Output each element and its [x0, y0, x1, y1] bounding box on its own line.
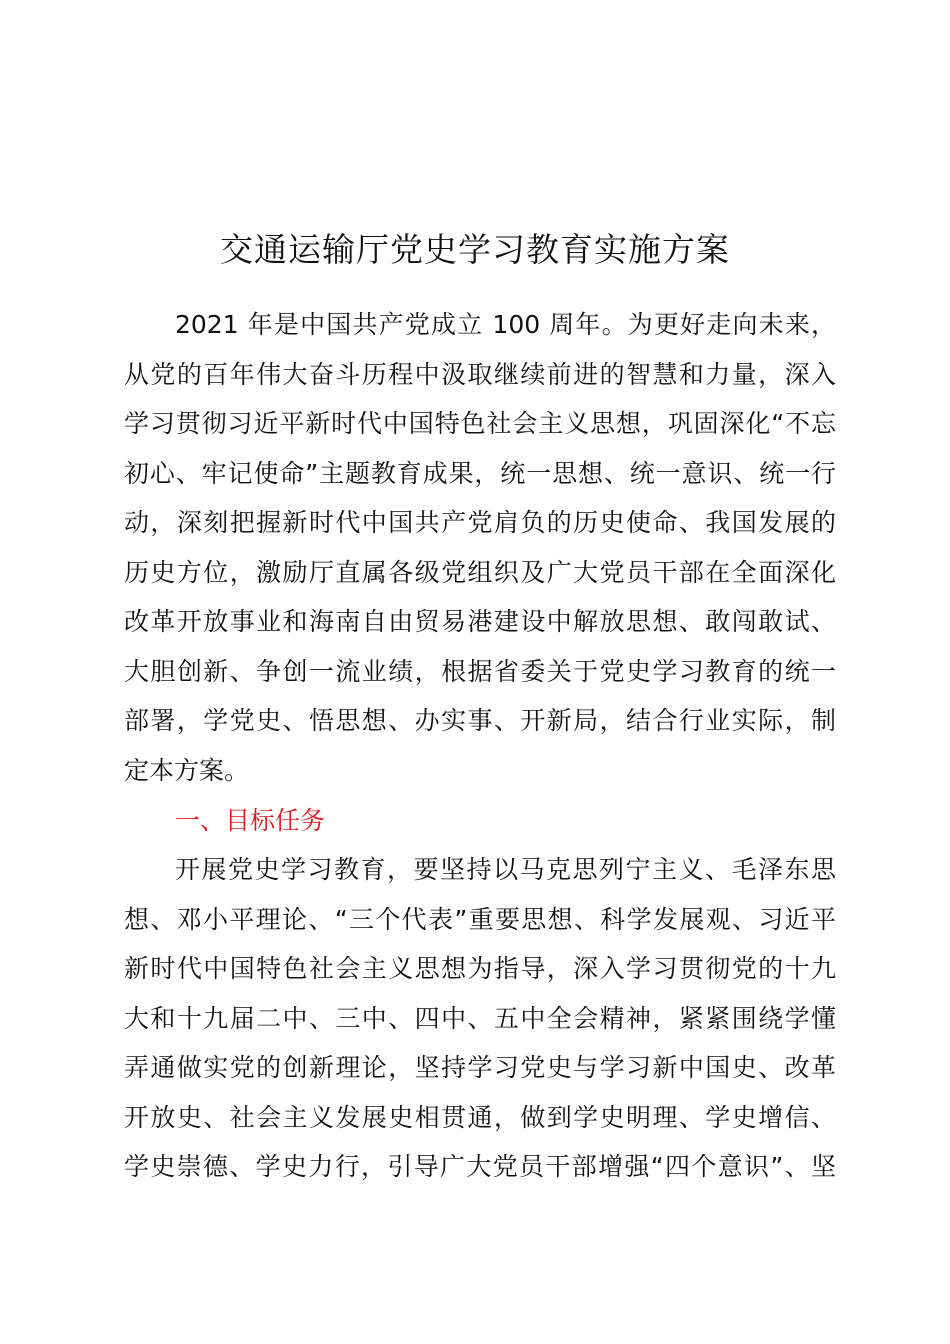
section1-line-5: 弄通做实党的创新理论，坚持学习党史与学习新中国史、改革	[124, 1053, 836, 1082]
intro-line-10: 定本方案。	[124, 756, 250, 785]
intro-line-8: 大胆创新、争创一流业绩，根据省委关于党史学习教育的统一	[124, 657, 836, 686]
document-title: 交通运输厅党史学习教育实施方案	[220, 230, 730, 269]
section1-line-3: 新时代中国特色社会主义思想为指导，深入学习贯彻党的十九	[124, 954, 836, 983]
intro-line-5: 动，深刻把握新时代中国共产党肩负的历史使命、我国发展的	[124, 508, 836, 537]
intro-line-9: 部署，学党史、悟思想、办实事、开新局，结合行业实际，制	[124, 706, 836, 735]
intro-line-7: 改革开放事业和海南自由贸易港建设中解放思想、敢闯敢试、	[124, 607, 836, 636]
intro-line-1: 2021 年是中国共产党成立 100 周年。为更好走向未来，	[175, 310, 836, 339]
intro-line-6: 历史方位，激励厅直属各级党组织及广大党员干部在全面深化	[124, 558, 836, 587]
intro-line-2: 从党的百年伟大奋斗历程中汲取继续前进的智慧和力量，深入	[124, 360, 836, 389]
section1-line-2: 想、邓小平理论、“三个代表”重要思想、科学发展观、习近平	[124, 905, 836, 934]
section1-line-7: 学史崇德、学史力行，引导广大党员干部增强“四个意识”、坚	[124, 1152, 836, 1181]
intro-line-4: 初心、牢记使命”主题教育成果，统一思想、统一意识、统一行	[124, 459, 836, 488]
intro-line-3: 学习贯彻习近平新时代中国特色社会主义思想，巩固深化“不忘	[124, 409, 836, 438]
section1-line-1: 开展党史学习教育，要坚持以马克思列宁主义、毛泽东思	[175, 855, 836, 884]
section-heading-goals: 一、目标任务	[175, 806, 326, 835]
section1-line-6: 开放史、社会主义发展史相贯通，做到学史明理、学史增信、	[124, 1103, 836, 1132]
section1-line-4: 大和十九届二中、三中、四中、五中全会精神，紧紧围绕学懂	[124, 1004, 836, 1033]
